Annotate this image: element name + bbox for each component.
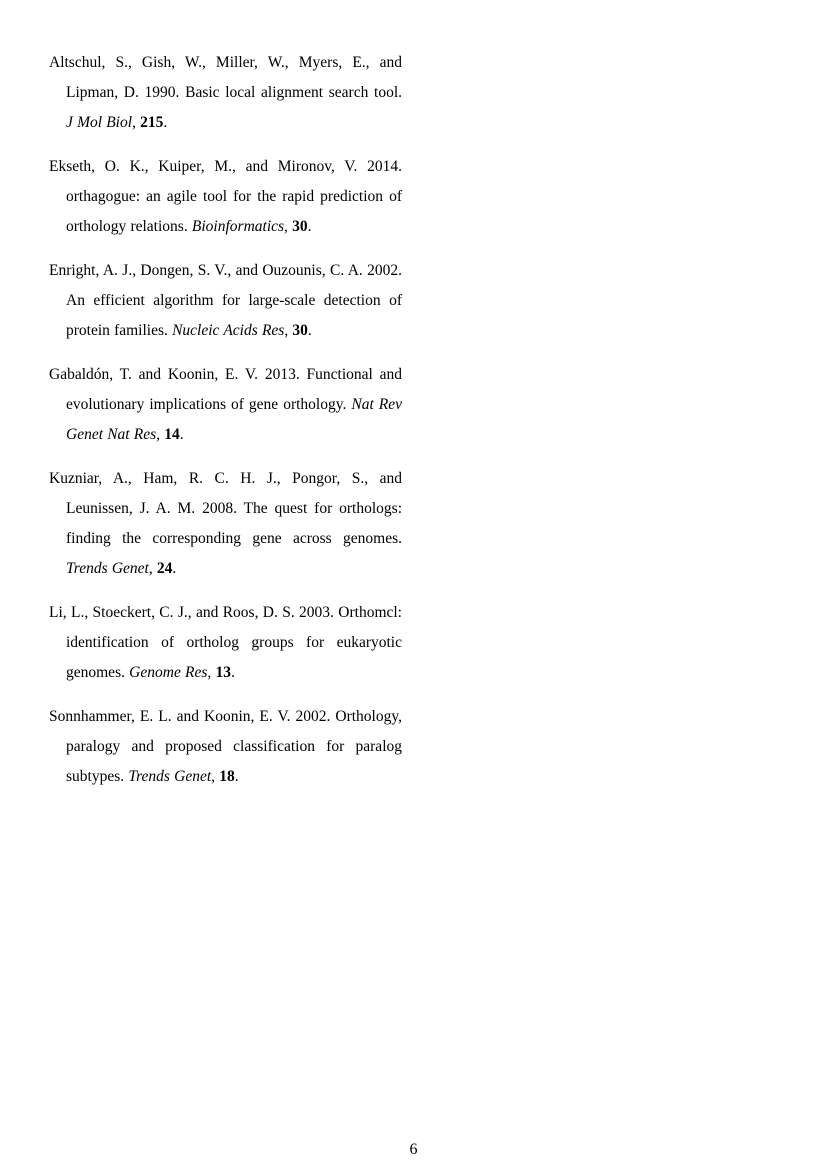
reference-text-plain: , [284,218,293,235]
reference-text-bold: 18 [219,768,235,785]
reference-text-bold: 30 [292,322,308,339]
reference-text-plain: , [207,664,216,681]
reference-text-plain: . [234,768,239,785]
reference-text-italic: Trends Genet [66,560,149,577]
reference-text-plain: . [163,114,168,131]
reference-text-plain: Sonnhammer, E. L. and Koonin, E. V. 2002. Orthology, paralogy and proposed classification for paralog subtypes. [49,708,402,785]
reference-text-plain: , [211,768,220,785]
reference-text-plain: Altschul, S., Gish, W., Miller, W., Myers, E., and Lipman, D. 1990. Basic local alignment search tool. [49,54,402,101]
reference-entry [49,464,402,584]
reference-entry [49,702,402,792]
reference-text-italic: Nucleic Acids Res [172,322,285,339]
references-list [49,48,402,806]
reference-text-plain: Li, L., Stoeckert, C. J., and Roos, D. S. 2003. Orthomcl: identification of ortholog groups for eukaryotic genomes. [49,604,402,681]
reference-text-bold: 13 [215,664,231,681]
reference-text-italic: Bioinformatics [191,218,285,235]
reference-text-bold: 215 [140,114,164,131]
reference-text-plain: , [148,560,157,577]
reference-entry [49,48,402,138]
reference-text-italic: Trends Genet [128,768,212,785]
page-number: 6 [409,1141,418,1158]
reference-entry [49,598,402,688]
reference-text-plain: . [307,218,312,235]
reference-entry [49,152,402,242]
reference-entry [49,256,402,346]
reference-text-italic: Nat Rev Genet Nat Res [66,396,402,443]
reference-text-plain: . [179,426,184,443]
reference-text-plain: , [132,114,141,131]
reference-text-italic: Genome Res [129,664,208,681]
reference-text-bold: 14 [164,426,180,443]
reference-text-plain: . [172,560,177,577]
reference-text-plain: Enright, A. J., Dongen, S. V., and Ouzounis, C. A. 2002. An efficient algorithm for large-scale detection of protein families. [49,262,402,339]
reference-text-bold: 24 [156,560,173,577]
reference-text-plain: . [307,322,312,339]
reference-text-italic: J Mol Biol [66,114,133,131]
reference-text-plain: , [284,322,293,339]
reference-text-plain: . [230,664,235,681]
reference-text-plain: , [156,426,165,443]
reference-text-plain: Gabaldón, T. and Koonin, E. V. 2013. Functional and evolutionary implications of gene orthology. [49,366,402,413]
reference-entry [49,360,402,450]
reference-text-plain: Kuzniar, A., Ham, R. C. H. J., Pongor, S., and Leunissen, J. A. M. 2008. The quest for orthologs: finding the corresponding gene across genomes. [49,470,402,547]
reference-text-bold: 30 [292,218,308,235]
reference-text-plain: Ekseth, O. K., Kuiper, M., and Mironov, V. 2014. orthagogue: an agile tool for the rapid prediction of orthology relations. [49,158,402,235]
